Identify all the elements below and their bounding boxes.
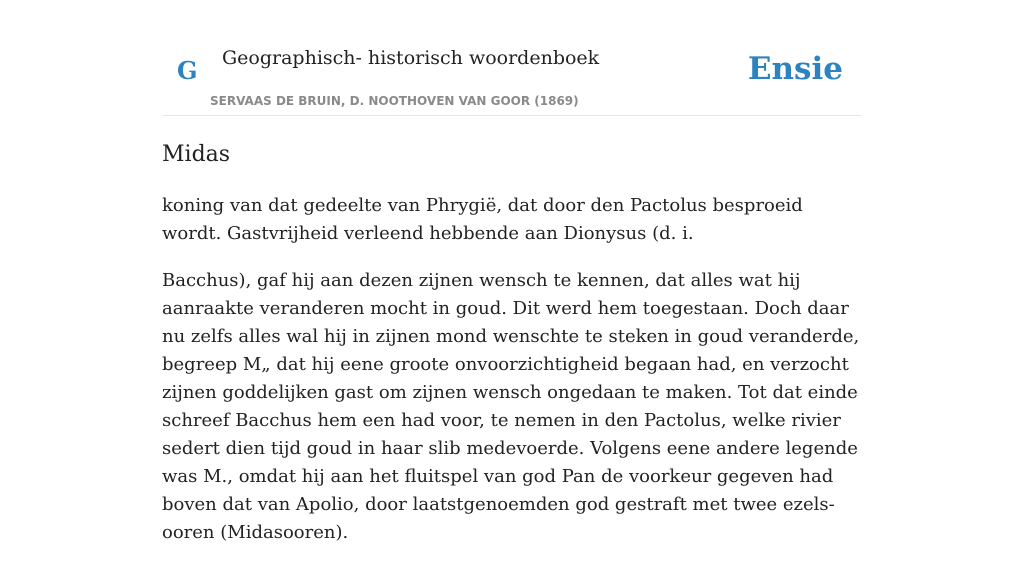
entry-content [162,192,866,566]
book-authors: SERVAAS DE BRUIN, D. NOOTHOVEN VAN GOOR (1869) [210,94,579,108]
page-header [162,0,862,116]
entry-paragraph: koning van dat gedeelte van Phrygië, dat door den Pactolus besproeid wordt. Gastvrijheid verleend hebbende aan Dionysus (d. i. [162,195,803,244]
entry-title: Midas [162,142,231,167]
book-letter-icon: G [177,56,198,85]
ensie-logo-link[interactable]: Ensie [747,51,843,87]
entry-paragraph: Bacchus), gaf hij aan dezen zijnen wensch te kennen, dat alles wat hij aanraakte veranderen mocht in goud. Dit werd hem toegestaan. Doch daar nu zelfs alles wal hij in zijnen mond wenschte te steken in goud veranderde, begreep M„ dat hij eene groote onvoorzichtigheid begaan had, en verzocht zijnen goddelijken gast om zijnen wensch ongedaan te maken. Tot dat einde schreef Bacchus hem een had voor, te nemen in den Pactolus, welke rivier sedert dien tijd goud in haar slib medevoerde. Volgens eene andere legende was M., omdat hij aan het fluitspel van god Pan de voorkeur gegeven had boven dat van Apolio, door laatstgenoemden god gestraft met twee ezels-ooren (Midasooren). [162,270,860,543]
book-title-link[interactable]: Geographisch- historisch woordenboek [222,47,600,69]
